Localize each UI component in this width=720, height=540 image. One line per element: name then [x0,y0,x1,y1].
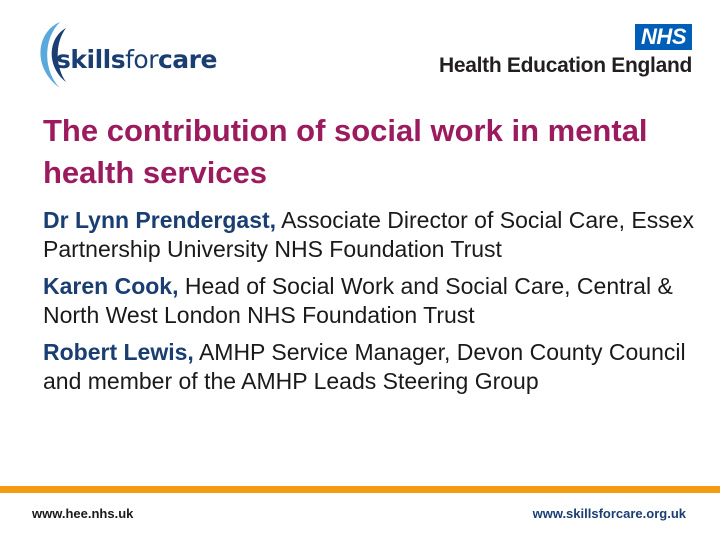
presenter-name: Robert Lewis, [43,339,194,365]
nhs-badge: NHS [635,24,692,50]
presenter-role: Head of Social Work and Social Care, Central & North West London NHS Foundation Trust [43,273,673,328]
footer-skillsforcare-url[interactable]: www.skillsforcare.org.uk [532,506,686,521]
presenter-name: Dr Lynn Prendergast, [43,207,277,233]
footer-hee-url[interactable]: www.hee.nhs.uk [32,506,134,521]
hee-wordmark: Health Education England [439,54,692,77]
presenter-item [43,206,703,264]
skillsforcare-wordmark [56,45,217,74]
presenter-name: Karen Cook, [43,273,179,299]
logo-skills-text: skills [56,45,126,74]
slide-title: The contribution of social work in mental health services [43,113,648,190]
presenter-item [43,272,703,330]
logo-care-text: care [157,45,217,74]
footer-accent-bar [0,486,720,493]
presenter-role: AMHP Service Manager, Devon County Council and member of the AMHP Leads Steering Group [43,339,686,394]
skillsforcare-logo [30,18,217,92]
hee-logo [439,24,692,80]
logo-for-text: for [125,45,158,74]
presenter-list [43,206,703,404]
presenter-item [43,338,703,396]
presenter-role: Associate Director of Social Care, Essex Partnership University NHS Foundation Trust [43,207,695,262]
